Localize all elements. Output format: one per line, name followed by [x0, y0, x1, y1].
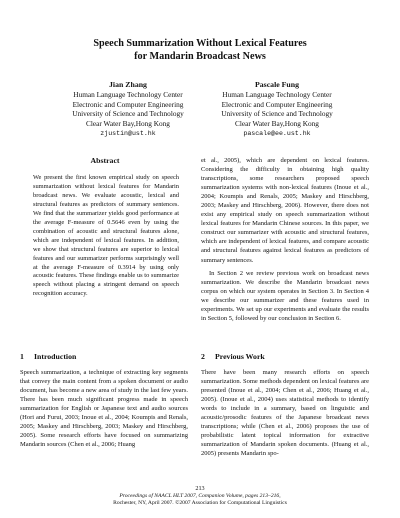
page-footer — [0, 485, 400, 507]
author-name: Pascale Fung — [255, 80, 299, 89]
proceedings-line: Proceedings of NAACL HLT 2007, Companion Volume, pages 213–216, — [119, 493, 281, 499]
author-block-1 — [48, 80, 208, 139]
section-number: 1 — [20, 352, 24, 361]
section-number: 2 — [201, 352, 205, 361]
section-title: Previous Work — [215, 352, 265, 361]
intro-continuation-paragraph: et al., 2005), which are dependent on lexical features. Considering the difficulty in obtaining high quality transcriptions, some researchers proposed speech summarization systems with non-lexical features (Inoue et al., 2004; Koumpis and Renals, 2005; Maskey and Hirschberg, 2003; Maskey and Hirschberg, 2006). However, there does not exist any empirical study on speech summarization without lexical features for Mandarin Chinese sources. In this paper, we construct our summarizer with acoustic and structural features, which are independent of lexical features, and compare acoustic and structural features against lexical features as predictors of summary sentences. — [201, 157, 369, 264]
author-name: Jian Zhang — [109, 80, 147, 89]
author-affiliation: University of Science and Technology — [72, 109, 184, 119]
page-number: 213 — [195, 485, 205, 492]
author-block-2 — [197, 80, 357, 139]
author-affiliation: Electronic and Computer Engineering — [72, 99, 184, 109]
author-email: zjustin@ust.hk — [100, 129, 156, 137]
author-affiliation: Clear Water Bay,Hong Kong — [235, 119, 319, 129]
copyright-line: Rochester, NY, April 2007. ©2007 Association for Computational Linguistics — [113, 500, 287, 506]
author-affiliation: Electronic and Computer Engineering — [221, 99, 333, 109]
author-affiliation: Clear Water Bay,Hong Kong — [86, 119, 170, 129]
author-affiliation: Human Language Technology Center — [73, 89, 183, 99]
author-affiliation: Human Language Technology Center — [222, 89, 332, 99]
intro-outline-paragraph: In Section 2 we review previous work on broadcast news summarization. We describe the Mandarin broadcast news corpus on which our system operates in Section 3. In Section 4 we describe our summarizer and these features used in experiments. We set up our experiments and evaluate the results in Section 5, followed by our conclusion in Section 6. — [201, 270, 369, 323]
abstract-heading: Abstract — [90, 156, 120, 165]
section-heading-previous-work — [201, 352, 265, 361]
section-heading-introduction — [20, 352, 76, 361]
paper-title — [0, 38, 400, 63]
previous-work-text: There have been many research efforts on speech summarization. Some methods dependent on lexical features are presented (Inoue et al., 2004; Chen et al., 2006; Huang et al., 2005). (Inoue et al., 2004) uses statistical methods to identify words to include in a summary, based on linguistic and acoustic/prosodic features of the Japanese broadcast news transcriptions; while (Chen et al., 2006) proposes the use of probabilistic latent topical information for extractive summarization of Mandarin spoken documents. (Huang et al., 2005) presents Mandarin spo- — [201, 369, 369, 458]
title-line-2: for Mandarin Broadcast News — [134, 50, 266, 62]
abstract-text: We present the first known empirical study on speech summarization without lexical features for Mandarin broadcast news. We evaluate acoustic, lexical and structural features as predictors of summary sentences. We find that the summarizer yields good performance at the average F-measure of 0.5646 even by using the combination of acoustic and structural features alone, which are independent of lexical features. In addition, we show that structural features are superior to lexical features and our summarizer performs surprisingly well at the average F-measure of 0.3914 by using only acoustic features. These findings enable us to summarize speech without placing a stringent demand on speech recognition accuracy. — [33, 174, 179, 298]
title-line-1: Speech Summarization Without Lexical Features — [93, 38, 307, 49]
author-email: pascale@ee.ust.hk — [243, 129, 311, 137]
introduction-text: Speech summarization, a technique of extracting key segments that convey the main content from a spoken document or audio document, has become a new area of study in the last few years. There has been much significant progress made in speech summarization for English or Japanese text and audio sources (Hori and Furui, 2003; Inoue et al., 2004; Koumpis and Renals, 2005; Maskey and Hirschberg, 2003; Maskey and Hirschberg, 2005). Some research efforts have focused on summarizing Mandarin sources (Chen et al., 2006; Huang — [20, 369, 188, 449]
section-title: Introduction — [34, 352, 77, 361]
author-affiliation: University of Science and Technology — [221, 109, 333, 119]
